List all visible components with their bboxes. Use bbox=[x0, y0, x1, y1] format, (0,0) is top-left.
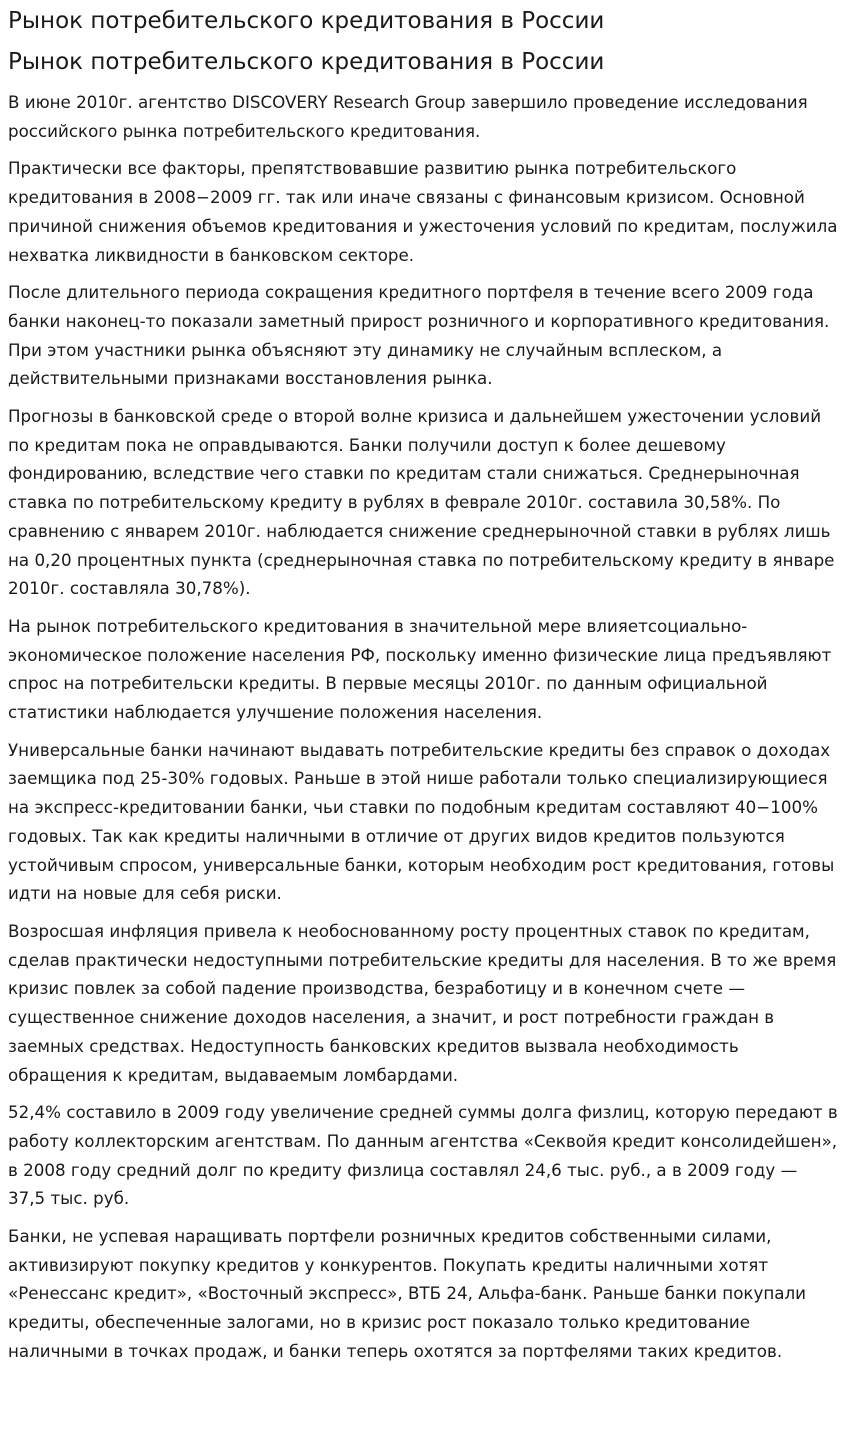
article-paragraph-9: Банки, не успевая наращивать портфели розничных кредитов собственными силами, активизируют покупку кредитов у конкурентов. Покупать кредиты наличными хотят «Ренессанс кредит», «Восточный экспресс», ВТБ 24, Альфа-банк. Раньше банки покупали кредиты, обеспеченные залогами, но в кризис рост показало только кредитование наличными в точках продаж, и банки теперь охотятся за портфелями таких кредитов. bbox=[8, 1226, 807, 1361]
article-paragraph-2: Практически все факторы, препятствовавшие развитию рынка потребительского кредитования в 2008−2009 гг. так или иначе связаны с финансовым кризисом. Основной причиной снижения объемов кредитования и ужесточения условий по кредитам, послужила нехватка ликвидности в банковском секторе. bbox=[8, 158, 838, 265]
article-paragraph-3: После длительного периода сокращения кредитного портфеля в течение всего 2009 года банки наконец-то показали заметный прирост розничного и корпоративного кредитования. При этом участники рынка объясняют эту динамику не случайным всплеском, а действительными признаками восстановления рынка. bbox=[8, 282, 830, 389]
article-paragraph-8: 52,4% составило в 2009 году увеличение средней суммы долга физлиц, которую передают в работу коллекторским агентствам. По данным агентства «Секвойя кредит консолидейшен», в 2008 году средний долг по кредиту физлица составлял 24,6 тыс. руб., а в 2009 году — 37,5 тыс. руб. bbox=[8, 1102, 838, 1209]
article-paragraph-1: В июне 2010г. агентство DISCOVERY Research Group завершило проведение исследования российского рынка потребительского кредитования. bbox=[8, 92, 808, 141]
article-paragraph-7: Возросшая инфляция привела к необоснованному росту процентных ставок по кредитам, сделав практически недоступными потребительские кредиты для населения. В то же время кризис повлек за собой падение производства, безработицу и в конечном счете — существенное снижение доходов населения, а значит, и рост потребности граждан в заемных средствах. Недоступность банковских кредитов вызвала необходимость обращения к кредитам, выдаваемым ломбардами. bbox=[8, 920, 837, 1085]
article-title: Рынок потребительского кредитования в России bbox=[8, 49, 605, 75]
article-paragraph-5: На рынок потребительского кредитования в значительной мере влияетсоциально-экономическое положение населения РФ, поскольку именно физические лица предъявляют спрос на потребительски кредиты. В первые месяцы 2010г. по данным официальной статистики наблюдается улучшение положения населения. bbox=[8, 615, 832, 723]
article-paragraph-6: Универсальные банки начинают выдавать потребительские кредиты без справок о доходах заемщика под 25-30% годовых. Раньше в этой нише работали только специализирующиеся на экспресс-кредитовании банки, чьи ставки по подобным кредитам составляют 40−100% годовых. Так как кредиты наличными в отличие от других видов кредитов пользуются устойчивым спросом, универсальные банки, которым необходим рост кредитования, готовы идти на новые для себя риски. bbox=[8, 739, 835, 904]
page-title: Рынок потребительского кредитования в России bbox=[8, 8, 605, 34]
article-paragraph-4: Прогнозы в банковской среде о второй волне кризиса и дальнейшем ужесточении условий по кредитам пока не оправдываются. Банки получили доступ к более дешевому фондированию, вследствие чего ставки по кредитам стали снижаться. Среднерыночная ставка по потребительскому кредиту в рублях в феврале 2010г. составила 30,58%. По сравнению с январем 2010г. наблюдается снижение среднерыночной ставки в рублях лишь на 0,20 процентных пункта (среднерыночная ставка по потребительскому кредиту в январе 2010г. составляла 30,78%). bbox=[8, 406, 835, 599]
article-body bbox=[8, 88, 839, 1366]
